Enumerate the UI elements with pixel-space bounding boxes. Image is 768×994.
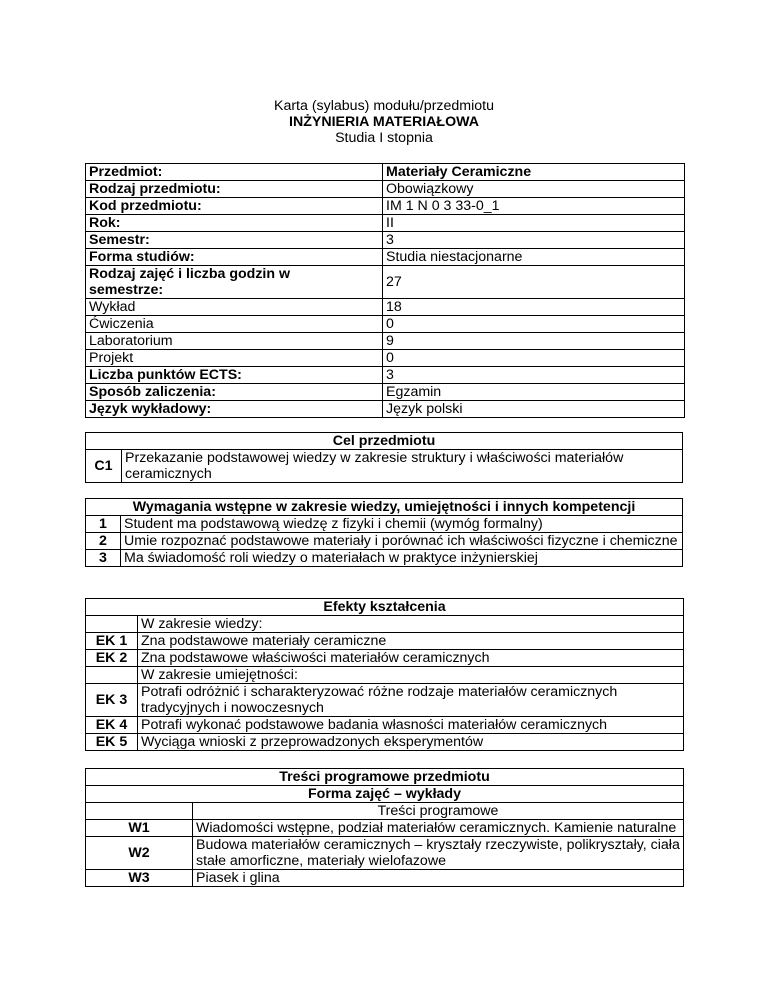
info-value: 27 [383,266,685,299]
tresci-code: W1 [86,820,193,837]
cel-text: Przekazanie podstawowej wiedzy w zakresie struktury i właściwości materiałów ceramicznych [122,450,683,483]
efekty-code: EK 4 [86,717,138,734]
wymagania-row [86,533,683,550]
info-value: IM 1 N 0 3 33-0_1 [383,198,685,215]
info-value: II [383,215,685,232]
info-row [86,249,685,266]
info-row [86,384,685,401]
wymagania-text: Ma świadomość roli wiedzy o materiałach w praktyce inżynierskiej [121,550,683,567]
cel-table [85,432,683,483]
info-label: Semestr: [86,232,383,249]
tresci-subtitle: Forma zajęć – wykłady [86,786,684,803]
wymagania-num: 3 [86,550,121,567]
efekty-title: Efekty kształcenia [86,599,684,616]
tresci-title: Treści programowe przedmiotu [86,769,684,786]
info-row [86,164,685,181]
wymagania-title: Wymagania wstępne w zakresie wiedzy, umiejętności i innych kompetencji [86,499,683,516]
tresci-row [86,870,684,887]
info-value: 0 [383,350,685,367]
info-value: Studia niestacjonarne [383,249,685,266]
info-row [86,215,685,232]
info-label: Język wykładowy: [86,401,383,418]
info-row [86,232,685,249]
efekty-section-wiedza: W zakresie wiedzy: [138,616,684,633]
info-value: 18 [383,299,685,316]
info-row [86,316,685,333]
wymagania-table [85,498,683,567]
efekty-row [86,734,684,751]
tresci-code: W2 [86,837,193,870]
info-label: Projekt [86,350,383,367]
info-label: Liczba punktów ECTS: [86,367,383,384]
info-value: Obowiązkowy [383,181,685,198]
info-value: Egzamin [383,384,685,401]
tresci-code: W3 [86,870,193,887]
tresci-text: Piasek i glina [193,870,684,887]
info-value: 3 [383,232,685,249]
tresci-text: Wiadomości wstępne, podział materiałów ceramicznych. Kamienie naturalne [193,820,684,837]
info-value: 0 [383,316,685,333]
info-label: Wykład [86,299,383,316]
info-label: Rodzaj zajęć i liczba godzin w semestrze: [86,266,383,299]
efekty-section-umiejetnosci: W zakresie umiejętności: [138,667,684,684]
tresci-col-header: Treści programowe [193,803,684,820]
wymagania-text: Umie rozpoznać podstawowe materiały i porównać ich właściwości fizyczne i chemiczne [121,533,683,550]
info-label: Rodzaj przedmiotu: [86,181,383,198]
info-label: Kod przedmiotu: [86,198,383,215]
info-row [86,333,685,350]
efekty-code: EK 5 [86,734,138,751]
efekty-text: Wyciąga wnioski z przeprowadzonych eksperymentów [138,734,684,751]
wymagania-text: Student ma podstawową wiedzę z fizyki i chemii (wymóg formalny) [121,516,683,533]
tresci-text: Budowa materiałów ceramicznych – kryształy rzeczywiste, polikryształy, ciała stałe amorficzne, materiały wielofazowe [193,837,684,870]
tresci-row [86,837,684,870]
efekty-row [86,633,684,650]
info-label: Forma studiów: [86,249,383,266]
info-row [86,350,685,367]
efekty-code: EK 1 [86,633,138,650]
tresci-row [86,820,684,837]
info-label: Rok: [86,215,383,232]
efekty-table [85,598,684,751]
efekty-code: EK 2 [86,650,138,667]
info-value: 9 [383,333,685,350]
efekty-row [86,650,684,667]
info-table [85,163,685,418]
info-row [86,367,685,384]
efekty-text: Zna podstawowe materiały ceramiczne [138,633,684,650]
info-row [86,299,685,316]
wymagania-num: 2 [86,533,121,550]
info-value: Materiały Ceramiczne [383,164,685,181]
info-label: Ćwiczenia [86,316,383,333]
wymagania-row [86,516,683,533]
info-label: Przedmiot: [86,164,383,181]
header-line2: INŻYNIERIA MATERIAŁOWA [289,114,479,130]
header-line1: Karta (sylabus) modułu/przedmiotu [273,98,494,114]
info-value: Język polski [383,401,685,418]
info-row [86,198,685,215]
info-row [86,181,685,198]
efekty-row [86,684,684,717]
efekty-text: Potrafi odróżnić i scharakteryzować różne rodzaje materiałów ceramicznych tradycyjnych i nowoczesnych [138,684,684,717]
info-row [86,401,685,418]
info-row [86,266,685,299]
cel-title: Cel przedmiotu [86,433,683,450]
tresci-table [85,768,684,887]
cel-row [86,450,683,483]
info-label: Laboratorium [86,333,383,350]
wymagania-num: 1 [86,516,121,533]
info-value: 3 [383,367,685,384]
doc-header [0,98,768,146]
efekty-row [86,717,684,734]
info-label: Sposób zaliczenia: [86,384,383,401]
efekty-text: Zna podstawowe właściwości materiałów ceramicznych [138,650,684,667]
header-line3: Studia I stopnia [335,130,433,146]
efekty-text: Potrafi wykonać podstawowe badania własności materiałów ceramicznych [138,717,684,734]
cel-code: C1 [86,450,122,483]
wymagania-row [86,550,683,567]
efekty-code: EK 3 [86,684,138,717]
